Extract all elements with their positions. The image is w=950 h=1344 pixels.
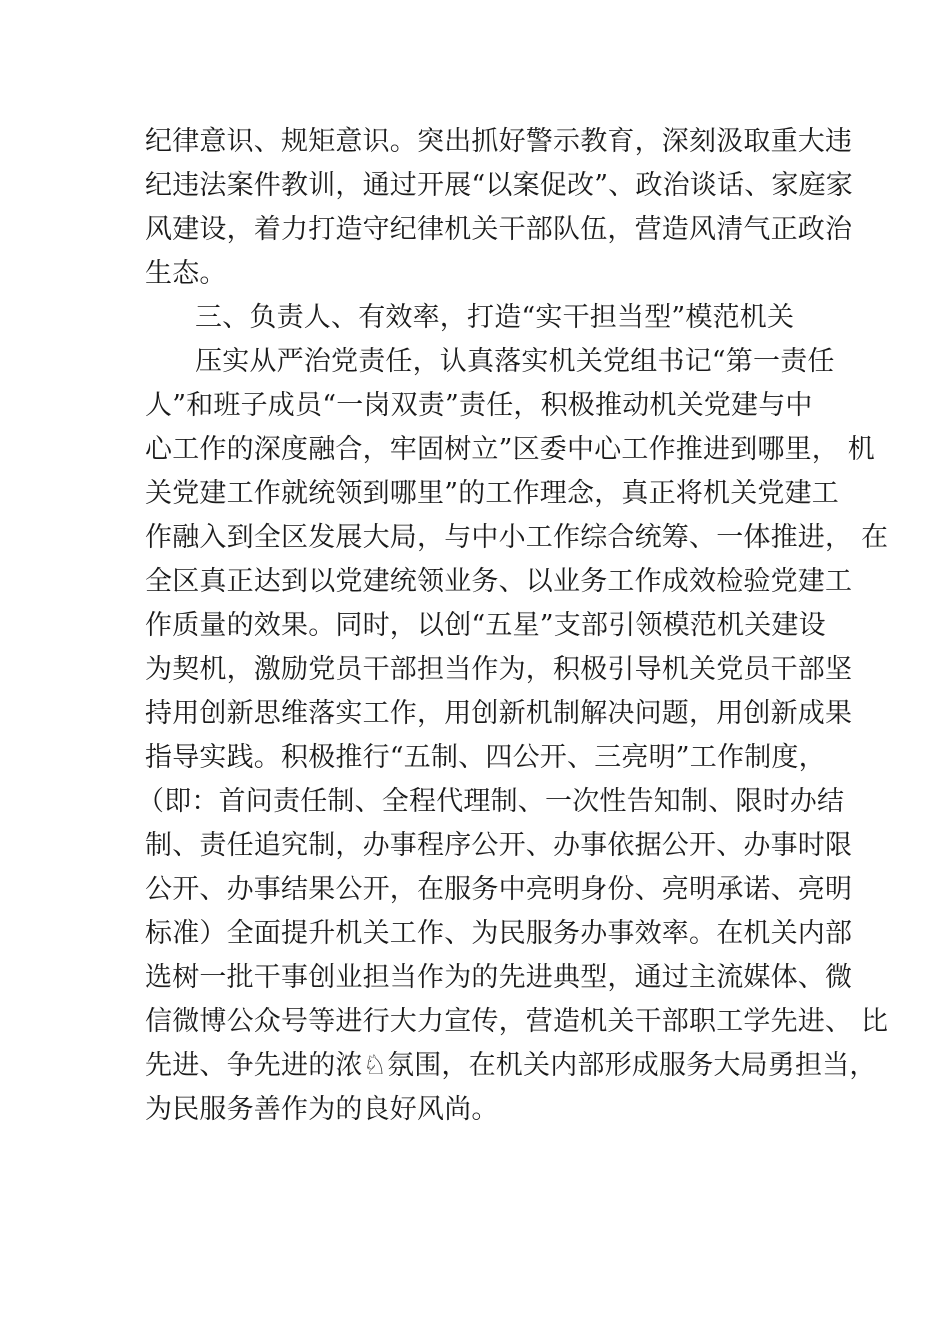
text-line-16: （即：首问责任制、全程代理制、一次性告知制、限时办结 bbox=[137, 786, 845, 817]
document-body bbox=[137, 120, 889, 1132]
text-line-6: 压实从严治党责任，认真落实机关党组书记“第一责任 bbox=[195, 346, 835, 377]
text-line-15: 指导实践。积极推行“五制、四公开、三亮明”工作制度， bbox=[145, 742, 826, 773]
text-line-10: 作融入到全区发展大局，与中小工作综合统筹、一体推进， 在 bbox=[145, 522, 889, 553]
text-line-7: 人”和班子成员“一岗双责”责任，积极推动机关党建与中 bbox=[145, 390, 813, 421]
text-line-20: 选树一批干事创业担当作为的先进典型，通过主流媒体、微 bbox=[145, 962, 853, 993]
text-line-23: 为民服务善作为的良好风尚。 bbox=[145, 1094, 499, 1125]
text-line-3: 风建设，着力打造守纪律机关干部队伍，营造风清气正政治 bbox=[145, 214, 853, 245]
text-line-1: 纪律意识、规矩意识。突出抓好警示教育，深刻汲取重大违 bbox=[145, 126, 853, 157]
text-line-22: 先进、争先进的浓♘氛围，在机关内部形成服务大局勇担当， bbox=[145, 1050, 877, 1081]
text-line-18: 公开、办事结果公开，在服务中亮明身份、亮明承诺、亮明 bbox=[145, 874, 853, 905]
text-line-8: 心工作的深度融合，牢固树立”区委中心工作推进到哪里， 机 bbox=[145, 434, 875, 465]
text-line-12: 作质量的效果。同时，以创“五星”支部引领模范机关建设 bbox=[145, 610, 826, 641]
text-line-4: 生态。 bbox=[145, 258, 227, 289]
text-line-14: 持用创新思维落实工作，用创新机制解决问题，用创新成果 bbox=[145, 698, 853, 729]
text-line-19: 标准）全面提升机关工作、为民服务办事效率。在机关内部 bbox=[145, 918, 853, 949]
text-line-2: 纪违法案件教训，通过开展“以案促改”、政治谈话、家庭家 bbox=[145, 170, 854, 201]
text-line-17: 制、责任追究制，办事程序公开、办事依据公开、办事时限 bbox=[145, 830, 853, 861]
text-line-13: 为契机，激励党员干部担当作为，积极引导机关党员干部坚 bbox=[145, 654, 853, 685]
text-line-9: 关党建工作就统领到哪里”的工作理念，真正将机关党建工 bbox=[145, 478, 840, 509]
text-line-11: 全区真正达到以党建统领业务、以业务工作成效检验党建工 bbox=[145, 566, 853, 597]
section-heading: 三、负责人、有效率，打造“实干担当型”模范机关 bbox=[195, 302, 795, 333]
text-line-21: 信微博公众号等进行大力宣传，营造机关干部职工学先进、 比 bbox=[145, 1006, 889, 1037]
